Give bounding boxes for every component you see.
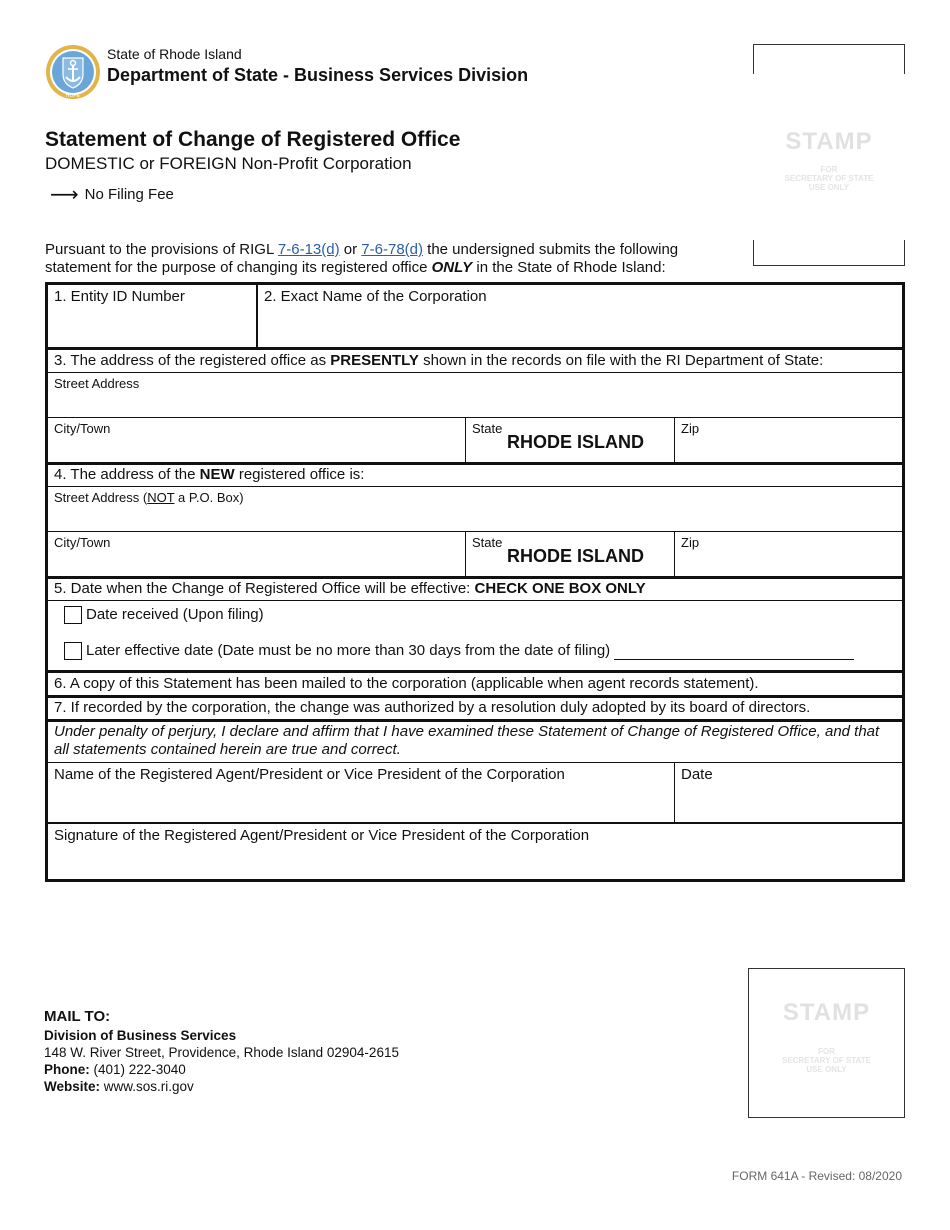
- date-label: Date: [681, 766, 713, 783]
- city-label: City/Town: [54, 421, 111, 436]
- stamp-note-3: USE ONLY: [806, 1065, 847, 1074]
- new-street-address-field[interactable]: Street Address (NOT a P.O. Box): [54, 490, 244, 505]
- rigl-7-6-78-link[interactable]: 7-6-78(d): [361, 241, 423, 258]
- section-6-statement: 6. A copy of this Statement has been mailed to the corporation (applicable when agent records statement).: [54, 675, 759, 692]
- later-date-label: Later effective date (Date must be no more than 30 days from the date of filing): [86, 642, 611, 659]
- option-later-effective-date: [58, 639, 898, 663]
- present-state-field: [466, 418, 674, 462]
- new-zip-field[interactable]: [675, 532, 902, 576]
- rigl-7-6-13-link[interactable]: 7-6-13(d): [277, 241, 340, 258]
- mailing-address: 148 W. River Street, Providence, Rhode Island 02904-2615: [44, 1045, 399, 1060]
- signature-field[interactable]: [48, 824, 902, 879]
- state-seal-logo: [45, 44, 101, 100]
- present-city-field[interactable]: [48, 418, 465, 462]
- new-state-field: [466, 532, 674, 576]
- signature-date-field[interactable]: [675, 763, 902, 822]
- section-4-heading: 4. The address of the NEW registered office is:: [54, 466, 365, 483]
- mailing-info: [44, 1008, 399, 1095]
- form-number: FORM 641A - Revised: 08/2020: [731, 1169, 902, 1183]
- city-label: City/Town: [54, 535, 111, 550]
- website-url: www.sos.ri.gov: [100, 1079, 194, 1094]
- state-label: State: [472, 535, 503, 550]
- department-name: Department of State - Business Services Division: [107, 65, 529, 85]
- stamp-word: STAMP: [785, 128, 873, 155]
- corporation-name-label: 2. Exact Name of the Corporation: [264, 288, 487, 305]
- option-date-received: [58, 603, 658, 627]
- website-line: Website: www.sos.ri.gov: [44, 1079, 194, 1094]
- arrow-right-icon: ⟶: [50, 184, 79, 206]
- stamp-note-2: SECRETARY OF STATE: [782, 1056, 871, 1065]
- zip-label: Zip: [681, 421, 700, 436]
- division-name: Division of Business Services: [44, 1028, 237, 1043]
- date-received-label: Date received (Upon filing): [86, 606, 264, 623]
- perjury-declaration: Under penalty of perjury, I declare and affirm that I have examined these Statement of Change of Registered Office, and that all statements contained herein are true and correct.: [54, 723, 880, 758]
- phone-line: Phone: (401) 222-3040: [44, 1062, 186, 1077]
- filing-fee-text: No Filing Fee: [84, 186, 174, 203]
- street-label: Street Address: [54, 376, 140, 391]
- later-date-input-line[interactable]: [614, 645, 854, 660]
- section-5-heading: 5. Date when the Change of Registered Office will be effective: CHECK ONE BOX ONLY: [54, 580, 646, 597]
- section-7-statement: 7. If recorded by the corporation, the change was authorized by a resolution duly adopted by its board of directors.: [54, 699, 811, 716]
- present-street-address-field[interactable]: [48, 373, 902, 417]
- section-3-heading: 3. The address of the registered office as PRESENTLY shown in the records on file with the RI Department of State:: [54, 352, 824, 369]
- state-name: State of Rhode Island: [107, 46, 242, 62]
- filing-form: [45, 282, 905, 882]
- stamp-area-top: [753, 44, 905, 266]
- stamp-note-2: SECRETARY OF STATE: [784, 174, 874, 183]
- zip-label: Zip: [681, 535, 700, 550]
- stamp-note-1: FOR: [820, 165, 838, 174]
- stamp-note-3: USE ONLY: [808, 183, 850, 192]
- state-label: State: [472, 421, 503, 436]
- page-subtitle: DOMESTIC or FOREIGN Non-Profit Corporation: [45, 154, 412, 173]
- mail-to-heading: MAIL TO:: [44, 1008, 111, 1025]
- seal-text: HOPE: [65, 93, 81, 99]
- new-city-field[interactable]: [48, 532, 465, 576]
- state-value: RHODE ISLAND: [507, 546, 645, 566]
- stamp-note-1: FOR: [818, 1047, 835, 1056]
- intro-paragraph: Pursuant to the provisions of RIGL 7-6-13(d) or 7-6-78(d) the undersigned submits the following statement for the purpose of changing its registered office ONLY in the State of Rhode Island:: [45, 241, 679, 276]
- page-title: Statement of Change of Registered Office: [45, 128, 461, 151]
- stamp-word: STAMP: [782, 999, 871, 1026]
- stamp-area-bottom: [748, 968, 905, 1118]
- later-date-checkbox[interactable]: [64, 642, 82, 660]
- agent-name-field[interactable]: [48, 763, 674, 822]
- state-value: RHODE ISLAND: [507, 432, 645, 452]
- signature-label: Signature of the Registered Agent/President or Vice President of the Corporation: [54, 827, 590, 844]
- entity-id-label: 1. Entity ID Number: [54, 288, 185, 305]
- filing-fee-note: [50, 182, 174, 207]
- corporation-name-field[interactable]: [258, 285, 902, 347]
- date-received-checkbox[interactable]: [64, 606, 82, 624]
- present-zip-field[interactable]: [675, 418, 902, 462]
- entity-id-field[interactable]: [48, 285, 256, 347]
- agent-name-label: Name of the Registered Agent/President or Vice President of the Corporation: [54, 766, 565, 783]
